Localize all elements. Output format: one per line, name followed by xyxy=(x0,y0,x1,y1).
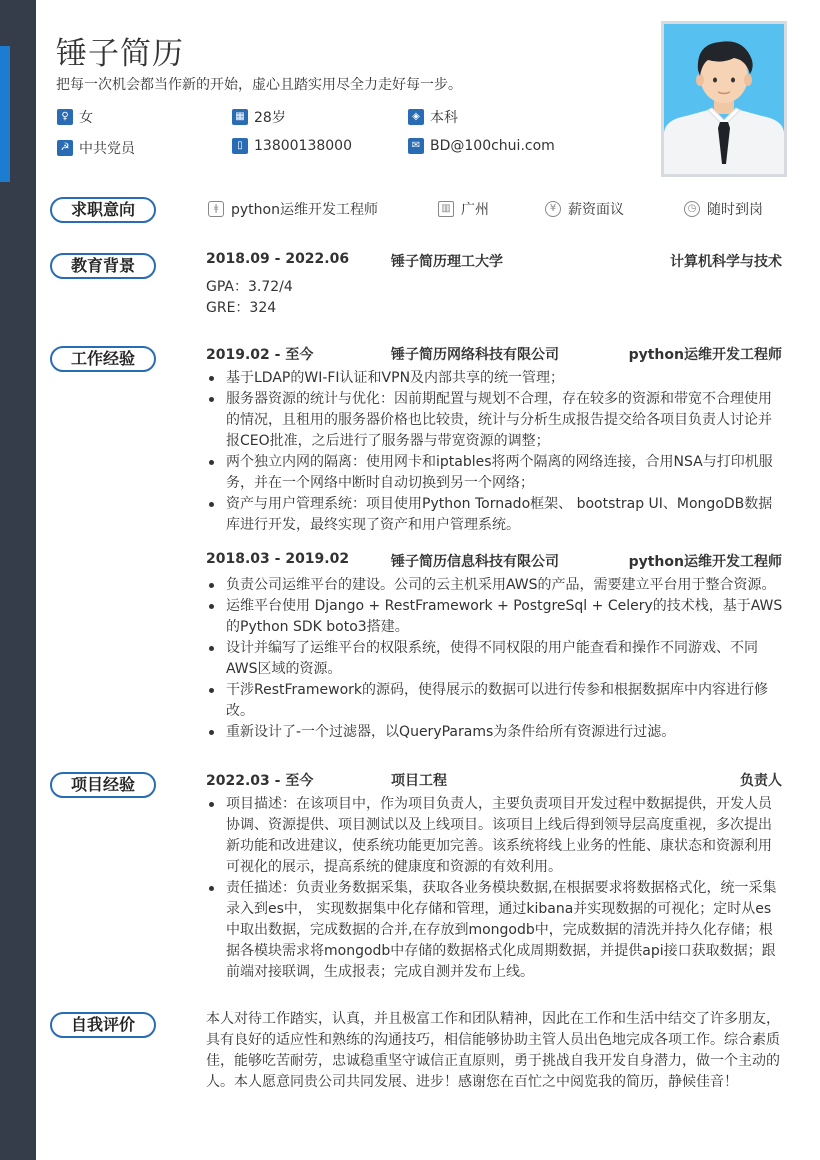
work-row-2 xyxy=(206,551,782,571)
list-item: 服务器资源的统计与优化：因前期配置与规划不合理，存在较多的资源和带宽不合理使用的情况，且租用的服务器价格也比较贵，统计与分析生成报告提交给各项目负责人讨论并报CEO批准，之后进行了服务器与带宽资源的调整； xyxy=(206,389,784,452)
list-item: 项目描述：在该项目中，作为项目负责人，主要负责项目开发过程中数据提供，开发人员协调、资源提供、项目测试以及上线项目。该项目上线后得到领导层高度重视，多次提出新功能和改进建议，使系统功能更加完善。该系统将线上业务的性能、康状态和资源利用可视化的展示，提高系统的健康度和资源的有效利用。 xyxy=(206,794,784,878)
work-period: 2019.02 - 至今 xyxy=(206,347,314,363)
info-age: ▦ 28岁 xyxy=(232,107,286,127)
project-row xyxy=(206,770,782,790)
education-icon: ◈ xyxy=(408,109,424,125)
list-item: 两个独立内网的隔离：使用网卡和iptables将两个隔离的网络连接，合用NSA与打印机服务，并在一个网络中断时自动切换到另一个网络； xyxy=(206,452,784,494)
resume-motto: 把每一次机会都当作新的开始，虚心且踏实用尽全力走好每一步。 xyxy=(56,77,462,93)
clock-icon: ◷ xyxy=(684,201,700,217)
intent-city: ▥ 广州 xyxy=(438,199,489,219)
section-title-self: 自我评价 xyxy=(50,1012,156,1038)
intent-position: ǂ python运维开发工程师 xyxy=(208,199,378,219)
calendar-icon: ▦ xyxy=(232,109,248,125)
email-icon: ✉ xyxy=(408,138,424,154)
work-company: 锤子简历信息科技有限公司 xyxy=(391,554,559,570)
education-period: 2018.09 - 2022.06 xyxy=(206,251,350,267)
party-icon: ☭ xyxy=(57,140,73,156)
work-period: 2018.03 - 2019.02 xyxy=(206,551,350,567)
section-title-education: 教育背景 xyxy=(50,253,156,279)
tie-icon: ǂ xyxy=(208,201,224,217)
work-row-1 xyxy=(206,344,782,364)
sidebar-accent-bar xyxy=(0,46,10,182)
work-2-list xyxy=(206,575,784,743)
work-company: 锤子简历网络科技有限公司 xyxy=(391,347,559,363)
list-item: 基于LDAP的WI-FI认证和VPN及内部共享的统一管理； xyxy=(206,368,784,389)
education-major: 计算机科学与技术 xyxy=(670,254,782,270)
project-period: 2022.03 - 至今 xyxy=(206,773,314,789)
list-item: 重新设计了-一个过滤器，以QueryParams为条件给所有资源进行过滤。 xyxy=(206,722,784,743)
gender-icon: ♀ xyxy=(57,109,73,125)
avatar-illustration xyxy=(664,24,784,174)
yen-icon: ¥ xyxy=(545,201,561,217)
section-title-intent: 求职意向 xyxy=(50,197,156,223)
info-gender: ♀ 女 xyxy=(57,107,93,127)
list-item: 运维平台使用 Django + RestFramework + PostgreSql + Celery的技术栈，基于AWS的Python SDK boto3搭建。 xyxy=(206,596,784,638)
resume-name: 锤子简历 xyxy=(56,36,184,72)
list-item: 干涉RestFramework的源码，使得展示的数据可以进行传参和根据数据库中内容进行修改。 xyxy=(206,680,784,722)
project-role: 负责人 xyxy=(740,773,782,789)
education-school: 锤子简历理工大学 xyxy=(391,254,503,270)
info-phone: ▯ 13800138000 xyxy=(232,138,352,154)
work-role: python运维开发工程师 xyxy=(628,347,782,363)
education-gpa: GPA：3.72/4 xyxy=(206,279,293,295)
intent-salary: ¥ 薪资面议 xyxy=(545,199,624,219)
work-1-list xyxy=(206,368,784,536)
section-title-work: 工作经验 xyxy=(50,346,156,372)
info-email: ✉ BD@100chui.com xyxy=(408,138,555,154)
education-gre: GRE：324 xyxy=(206,300,277,316)
education-row xyxy=(206,251,782,271)
info-party: ☭ 中共党员 xyxy=(57,138,135,158)
work-role: python运维开发工程师 xyxy=(628,554,782,570)
building-icon: ▥ xyxy=(438,201,454,217)
self-evaluation: 本人对待工作踏实，认真，并且极富工作和团队精神，因此在工作和生活中结交了许多朋友，具有良好的适应性和熟练的沟通技巧，相信能够协助主管人员出色地完成各项工作。综合素质佳，能够吃苦耐劳，忠诚稳重坚守诚信正直原则，勇于挑战自我开发自身潜力，做一个主动的人。本人愿意同贵公司共同发展、进步！感谢您在百忙之中阅览我的简历，静候佳音！ xyxy=(206,1011,780,1090)
section-title-project: 项目经验 xyxy=(50,772,156,798)
list-item: 责任描述：负责业务数据采集，获取各业务模块数据,在根据要求将数据格式化，统一采集录入到es中， 实现数据集中化存储和管理，通过kibana并实现数据的可视化；定时从es中取出数据，完成数据的合并,在存放到mongodb中，完成数据的清洗并持久化存储；根据各模块需求将mongodb中存储的数据格式化成周期数据，并提供api接口获取数据；跟前端对接联调，生成报表；完成自测并发布上线。 xyxy=(206,878,784,983)
list-item: 负责公司运维平台的建设。公司的云主机采用AWS的产品，需要建立平台用于整合资源。 xyxy=(206,575,784,596)
info-education: ◈ 本科 xyxy=(408,107,458,127)
project-list xyxy=(206,794,784,983)
project-name: 项目工程 xyxy=(391,773,447,789)
profile-photo xyxy=(661,21,787,177)
intent-availability: ◷ 随时到岗 xyxy=(684,199,763,219)
phone-icon: ▯ xyxy=(232,138,248,154)
list-item: 资产与用户管理系统：项目使用Python Tornado框架、 bootstrap UI、MongoDB数据库进行开发，最终实现了资产和用户管理系统。 xyxy=(206,494,784,536)
list-item: 设计并编写了运维平台的权限系统，使得不同权限的用户能查看和操作不同游戏、不同AWS区域的资源。 xyxy=(206,638,784,680)
